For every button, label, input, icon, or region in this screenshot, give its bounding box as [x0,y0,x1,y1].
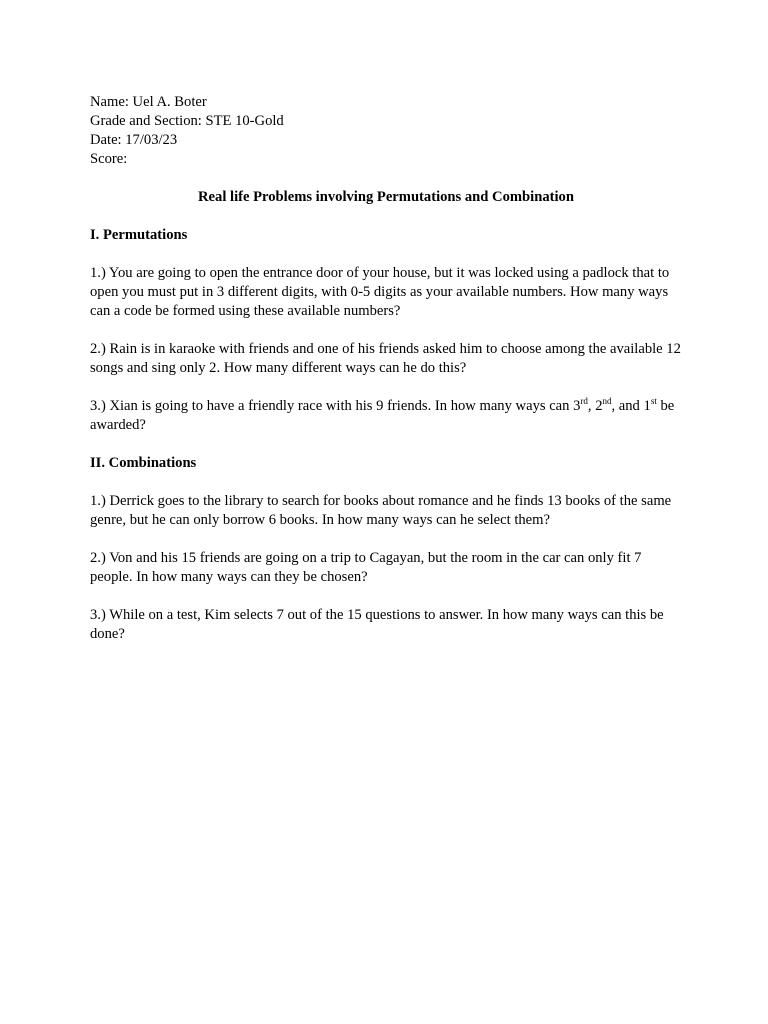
document-page [90,93,682,644]
problem-3-text-b: , 2 [587,398,603,414]
problem-3-text-c: , and 1 [611,398,651,414]
document-title: Real life Problems involving Permutations and Combination [198,189,574,205]
student-info [90,93,682,169]
combinations-heading: II. Combinations [90,455,197,471]
problem-3-text-a: 3.) Xian is going to have a friendly race with his 9 friends. In how many ways can 3 [90,398,581,414]
ordinal-suffix-st: st [650,396,657,406]
ordinal-suffix-rd: rd [580,396,588,406]
combination-problem-1: 1.) Derrick goes to the library to search for books about romance and he finds 13 books of the same genre, but he can only borrow 6 books. In how many ways can he select them? [90,493,672,528]
permutations-heading: I. Permutations [90,227,188,243]
permutation-problem-2: 2.) Rain is in karaoke with friends and one of his friends asked him to choose among the available 12 songs and sing only 2. How many different ways can he do this? [90,341,681,376]
permutation-problem-1: 1.) You are going to open the entrance door of your house, but it was locked using a padlock that to open you must put in 3 different digits, with 0-5 digits as your available numbers. How many ways can a code be formed using these available numbers? [90,265,670,319]
score: Score: [90,151,128,167]
permutation-problem-3 [90,397,682,435]
ordinal-suffix-nd: nd [602,396,612,406]
student-name: Name: Uel A. Boter [90,94,207,110]
date: Date: 17/03/23 [90,132,178,148]
combination-problem-3: 3.) While on a test, Kim selects 7 out of the 15 questions to answer. In how many ways can this be done? [90,607,664,642]
problem-3-text-d: be awarded? [90,398,675,433]
grade-and-section: Grade and Section: STE 10-Gold [90,113,284,129]
combination-problem-2: 2.) Von and his 15 friends are going on a trip to Cagayan, but the room in the car can only fit 7 people. In how many ways can they be chosen? [90,550,642,585]
